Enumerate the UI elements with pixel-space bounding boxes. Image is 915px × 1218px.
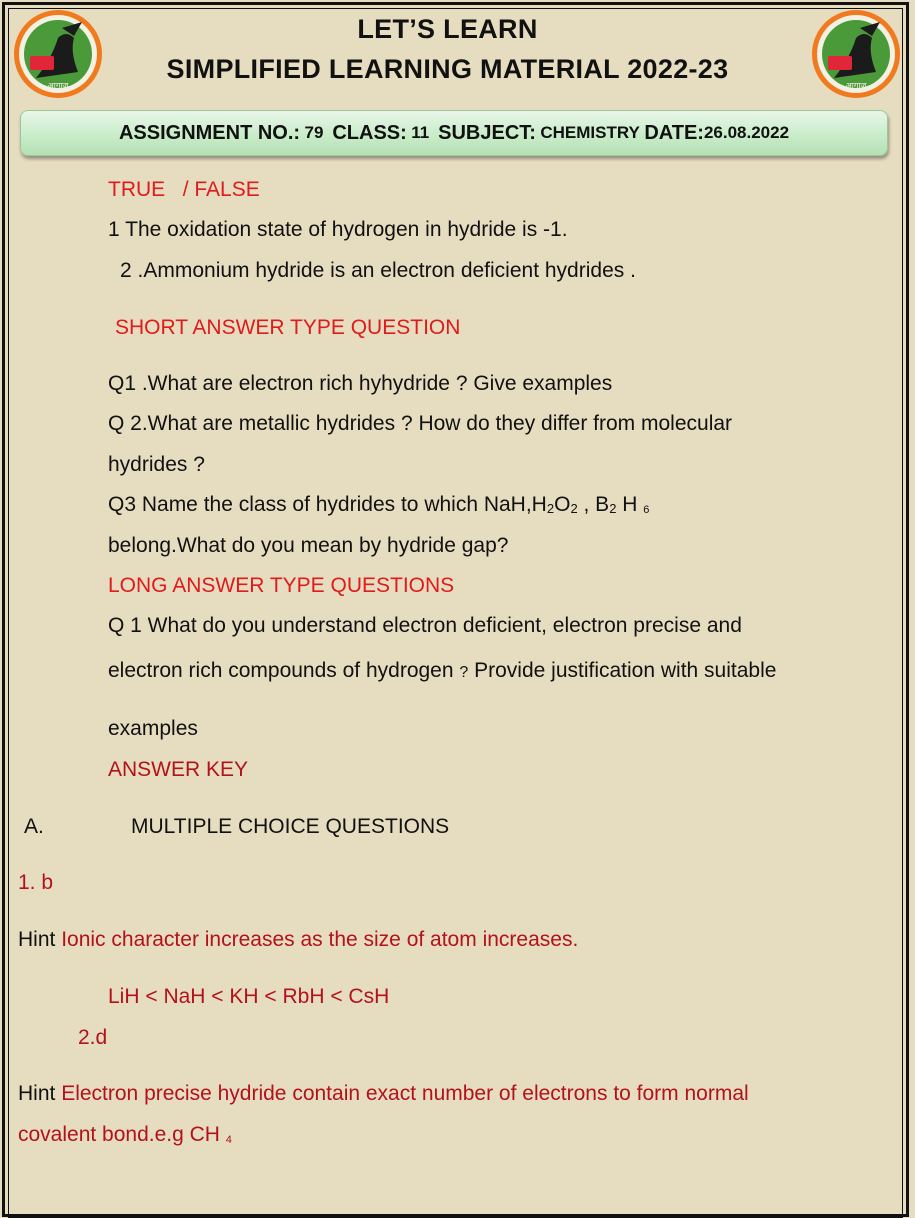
hint-2-line2: covalent bond.e.g CH 4 bbox=[18, 1123, 232, 1146]
long-q1-line1: Q 1 What do you understand electron deficient, electron precise and bbox=[108, 614, 742, 637]
section-title: MULTIPLE CHOICE QUESTIONS bbox=[131, 815, 450, 838]
short-answer-heading: SHORT ANSWER TYPE QUESTION bbox=[115, 316, 461, 339]
header-title-line2: SIMPLIFIED LEARNING MATERIAL 2022-23 bbox=[166, 54, 729, 84]
long-q1-line2: electron rich compounds of hydrogen ? Provide justification with suitable bbox=[108, 659, 777, 682]
answer-key-heading: ANSWER KEY bbox=[108, 758, 249, 781]
assignment-banner bbox=[20, 110, 888, 156]
date-value: 26.08.2022 bbox=[703, 123, 790, 142]
true-false-item-2: 2 .Ammonium hydride is an electron deficient hydrides . bbox=[120, 259, 636, 282]
svg-text:आगाज: आगाज bbox=[47, 81, 69, 90]
short-q2-line1: Q 2.What are metallic hydrides ? How do they differ from molecular bbox=[108, 412, 733, 435]
section-letter: A. bbox=[24, 815, 44, 838]
short-q3-line1: Q3 Name the class of hydrides to which NaH,H2O2 , B2 H 6 bbox=[108, 493, 650, 516]
subject-value: CHEMISTRY bbox=[540, 123, 640, 142]
header-title-line1: LET’S LEARN bbox=[357, 14, 538, 44]
long-answer-heading: LONG ANSWER TYPE QUESTIONS bbox=[108, 574, 455, 597]
short-q1: Q1 .What are electron rich hyhydride ? Give examples bbox=[108, 372, 613, 395]
hint-2-line1: Hint Electron precise hydride contain exact number of electrons to form normal bbox=[18, 1082, 749, 1105]
class-value: 11 bbox=[411, 123, 430, 142]
answer-2: 2.d bbox=[78, 1026, 108, 1049]
answer-1: 1. b bbox=[18, 871, 54, 894]
true-false-item-1: 1 The oxidation state of hydrogen in hydride is -1. bbox=[108, 218, 568, 241]
true-false-heading: TRUE / FALSE bbox=[108, 178, 260, 201]
date-label: DATE: bbox=[644, 121, 704, 144]
assignment-number: 79 bbox=[304, 123, 324, 142]
long-q1-line3: examples bbox=[108, 717, 198, 740]
assignment-label: ASSIGNMENT NO.: bbox=[118, 121, 301, 144]
svg-text:आगाज: आगाज bbox=[845, 81, 867, 90]
subject-label: SUBJECT: bbox=[438, 121, 536, 144]
short-q3-line2: belong.What do you mean by hydride gap? bbox=[108, 534, 509, 557]
ionic-order: LiH < NaH < KH < RbH < CsH bbox=[108, 985, 390, 1008]
hint-1: Hint Ionic character increases as the size of atom increases. bbox=[18, 928, 579, 951]
class-label: CLASS: bbox=[332, 121, 407, 144]
short-q2-line2: hydrides ? bbox=[108, 453, 205, 476]
